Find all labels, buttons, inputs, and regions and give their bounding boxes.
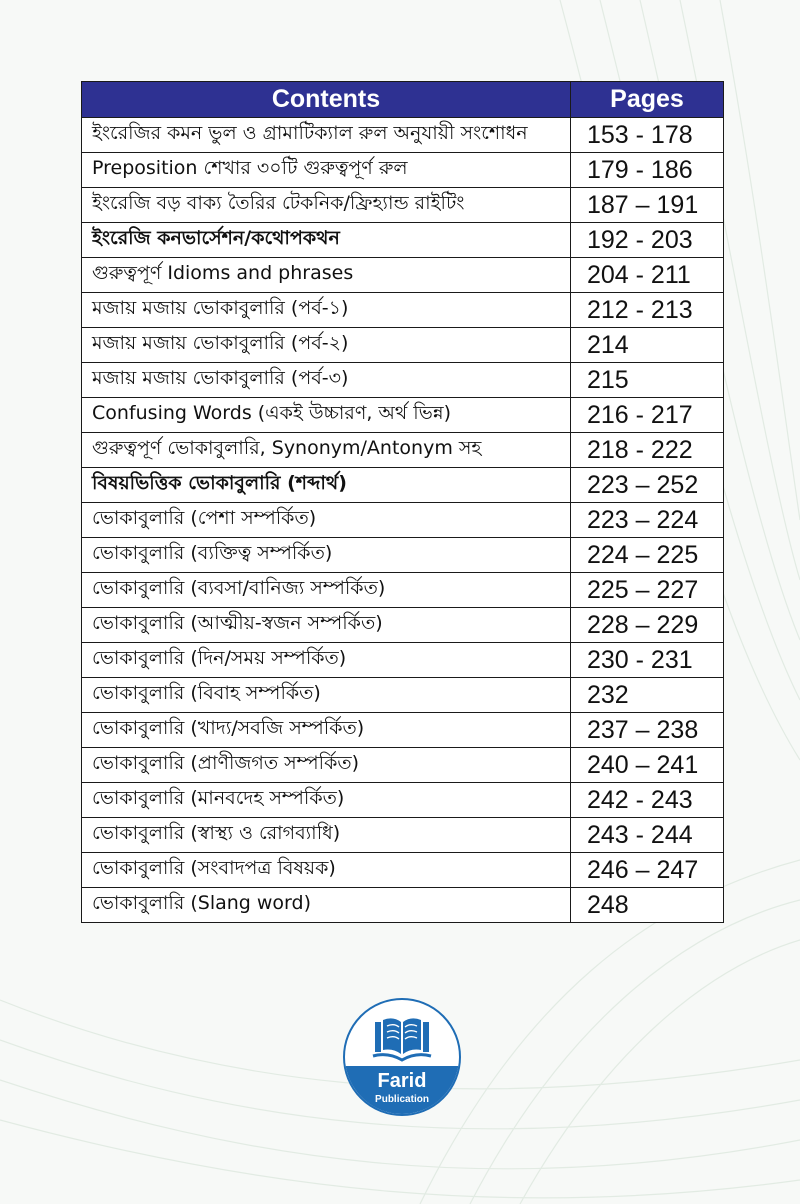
page-range: 179 - 186 [571, 153, 724, 188]
table-row [82, 328, 724, 363]
chapter-title: ভোকাবুলারি (ব্যবসা/বানিজ্য সম্পর্কিত) [82, 573, 571, 608]
table-row [82, 188, 724, 223]
table-row [82, 818, 724, 853]
table-row [82, 573, 724, 608]
table-row [82, 433, 724, 468]
table-row [82, 888, 724, 923]
page-range: 223 – 252 [571, 468, 724, 503]
chapter-title: ভোকাবুলারি (ব্যক্তিত্ব সম্পর্কিত) [82, 538, 571, 573]
table-header-row [82, 82, 724, 118]
table-row [82, 678, 724, 713]
page-range: 248 [571, 888, 724, 923]
chapter-title: মজায় মজায় ভোকাবুলারি (পর্ব-১) [82, 293, 571, 328]
chapter-title: ভোকাবুলারি (খাদ্য/সবজি সম্পর্কিত) [82, 713, 571, 748]
table-row [82, 223, 724, 258]
pages-header: Pages [571, 82, 724, 118]
page-range: 204 - 211 [571, 258, 724, 293]
page-range: 187 – 191 [571, 188, 724, 223]
table-row [82, 153, 724, 188]
table-row [82, 643, 724, 678]
page-range: 214 [571, 328, 724, 363]
chapter-title: ভোকাবুলারি (আত্মীয়-স্বজন সম্পর্কিত) [82, 608, 571, 643]
page-range: 216 - 217 [571, 398, 724, 433]
chapter-title: ভোকাবুলারি (Slang word) [82, 888, 571, 923]
page-range: 232 [571, 678, 724, 713]
chapter-title: ভোকাবুলারি (দিন/সময় সম্পর্কিত) [82, 643, 571, 678]
chapter-title: মজায় মজায় ভোকাবুলারি (পর্ব-২) [82, 328, 571, 363]
page-range: 243 - 244 [571, 818, 724, 853]
table-row [82, 293, 724, 328]
page-range: 224 – 225 [571, 538, 724, 573]
page-range: 153 - 178 [571, 118, 724, 153]
table-row [82, 468, 724, 503]
chapter-title: ভোকাবুলারি (স্বাস্থ্য ও রোগব্যাধি) [82, 818, 571, 853]
table-row [82, 503, 724, 538]
farid-publication-logo [343, 998, 461, 1116]
table-row [82, 783, 724, 818]
table-row [82, 258, 724, 293]
contents-table-body [82, 118, 724, 923]
chapter-title: ভোকাবুলারি (মানবদেহ সম্পর্কিত) [82, 783, 571, 818]
logo-name: Farid [377, 1070, 427, 1092]
table-row [82, 608, 724, 643]
table-row [82, 748, 724, 783]
page-range: 212 - 213 [571, 293, 724, 328]
page-range: 218 - 222 [571, 433, 724, 468]
contents-header: Contents [82, 82, 571, 118]
page-range: 240 – 241 [571, 748, 724, 783]
chapter-title: ইংরেজি কনভার্সেশন/কথোপকথন [82, 223, 571, 258]
logo-subtitle: Publication [375, 1094, 429, 1105]
page-range: 225 – 227 [571, 573, 724, 608]
table-row [82, 853, 724, 888]
chapter-title: ইংরেজির কমন ভুল ও গ্রামাটিক্যাল রুল অনুযায়ী সংশোধন [82, 118, 571, 153]
page-range: 192 - 203 [571, 223, 724, 258]
contents-table [81, 81, 724, 923]
chapter-title: গুরুত্বপূর্ণ Idioms and phrases [82, 258, 571, 293]
table-row [82, 538, 724, 573]
chapter-title: ভোকাবুলারি (পেশা সম্পর্কিত) [82, 503, 571, 538]
chapter-title: ভোকাবুলারি (বিবাহ সম্পর্কিত) [82, 678, 571, 713]
chapter-title: Preposition শেখার ৩০টি গুরুত্বপূর্ণ রুল [82, 153, 571, 188]
table-row [82, 118, 724, 153]
page-range: 228 – 229 [571, 608, 724, 643]
chapter-title: ভোকাবুলারি (সংবাদপত্র বিষয়ক) [82, 853, 571, 888]
chapter-title: ভোকাবুলারি (প্রাণীজগত সম্পর্কিত) [82, 748, 571, 783]
page-range: 215 [571, 363, 724, 398]
table-row [82, 363, 724, 398]
page-range: 242 - 243 [571, 783, 724, 818]
chapter-title: Confusing Words (একই উচ্চারণ, অর্থ ভিন্ন) [82, 398, 571, 433]
page-range: 230 - 231 [571, 643, 724, 678]
page-range: 246 – 247 [571, 853, 724, 888]
chapter-title: গুরুত্বপূর্ণ ভোকাবুলারি, Synonym/Antonym সহ [82, 433, 571, 468]
table-row [82, 398, 724, 433]
table-row [82, 713, 724, 748]
chapter-title: মজায় মজায় ভোকাবুলারি (পর্ব-৩) [82, 363, 571, 398]
page-range: 223 – 224 [571, 503, 724, 538]
chapter-title: বিষয়ভিত্তিক ভোকাবুলারি (শব্দার্থ) [82, 468, 571, 503]
chapter-title: ইংরেজি বড় বাক্য তৈরির টেকনিক/ফ্রিহ্যান্ড রাইটিং [82, 188, 571, 223]
page-range: 237 – 238 [571, 713, 724, 748]
